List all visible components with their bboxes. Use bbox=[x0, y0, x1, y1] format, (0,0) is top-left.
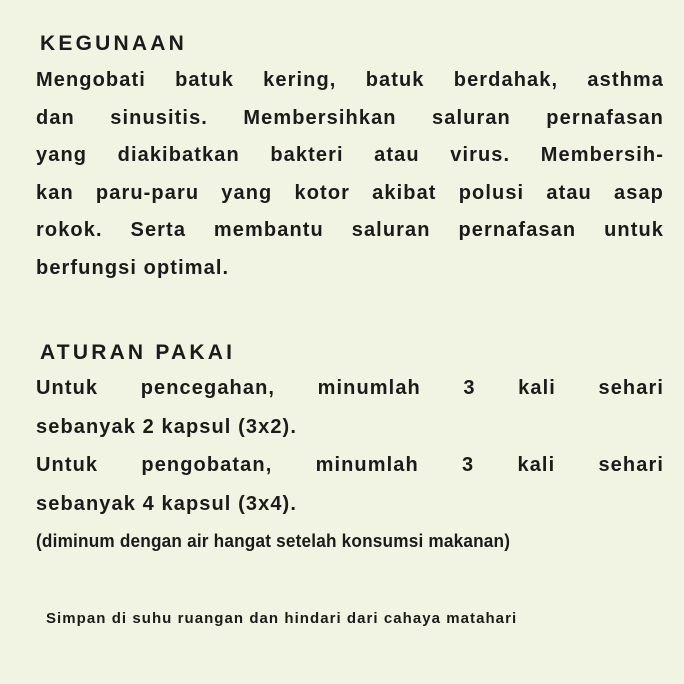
aturan-pakai-text bbox=[36, 369, 664, 523]
kegunaan-line: dan sinusitis. Membersihkan saluran pernafasan bbox=[36, 106, 664, 129]
aturan-pakai-line: Untuk pengobatan, minumlah 3 kali sehari bbox=[36, 454, 664, 476]
kegunaan-line: berfungsi optimal. bbox=[36, 256, 230, 279]
aturan-pakai-line: Untuk pencegahan, minumlah 3 kali sehari bbox=[36, 377, 664, 399]
usage-note: (diminum dengan air hangat setelah konsumsi makanan) bbox=[36, 531, 511, 551]
aturan-pakai-line: sebanyak 4 kapsul (3x4). bbox=[36, 492, 297, 515]
kegunaan-line: yang diakibatkan bakteri atau virus. Membersih- bbox=[36, 144, 664, 167]
label-panel bbox=[36, 0, 664, 684]
kegunaan-text bbox=[36, 62, 664, 288]
aturan-pakai-line: sebanyak 2 kapsul (3x2). bbox=[36, 415, 297, 438]
storage-footer: Simpan di suhu ruangan dan hindari dari cahaya matahari bbox=[46, 610, 518, 627]
kegunaan-line: rokok. Serta membantu saluran pernafasan untuk bbox=[36, 219, 664, 242]
kegunaan-line: Mengobati batuk kering, batuk berdahak, asthma bbox=[36, 69, 664, 91]
aturan-pakai-heading: ATURAN PAKAI bbox=[40, 341, 236, 364]
kegunaan-line: kan paru-paru yang kotor akibat polusi atau asap bbox=[36, 181, 664, 204]
kegunaan-heading: KEGUNAAN bbox=[40, 32, 187, 55]
